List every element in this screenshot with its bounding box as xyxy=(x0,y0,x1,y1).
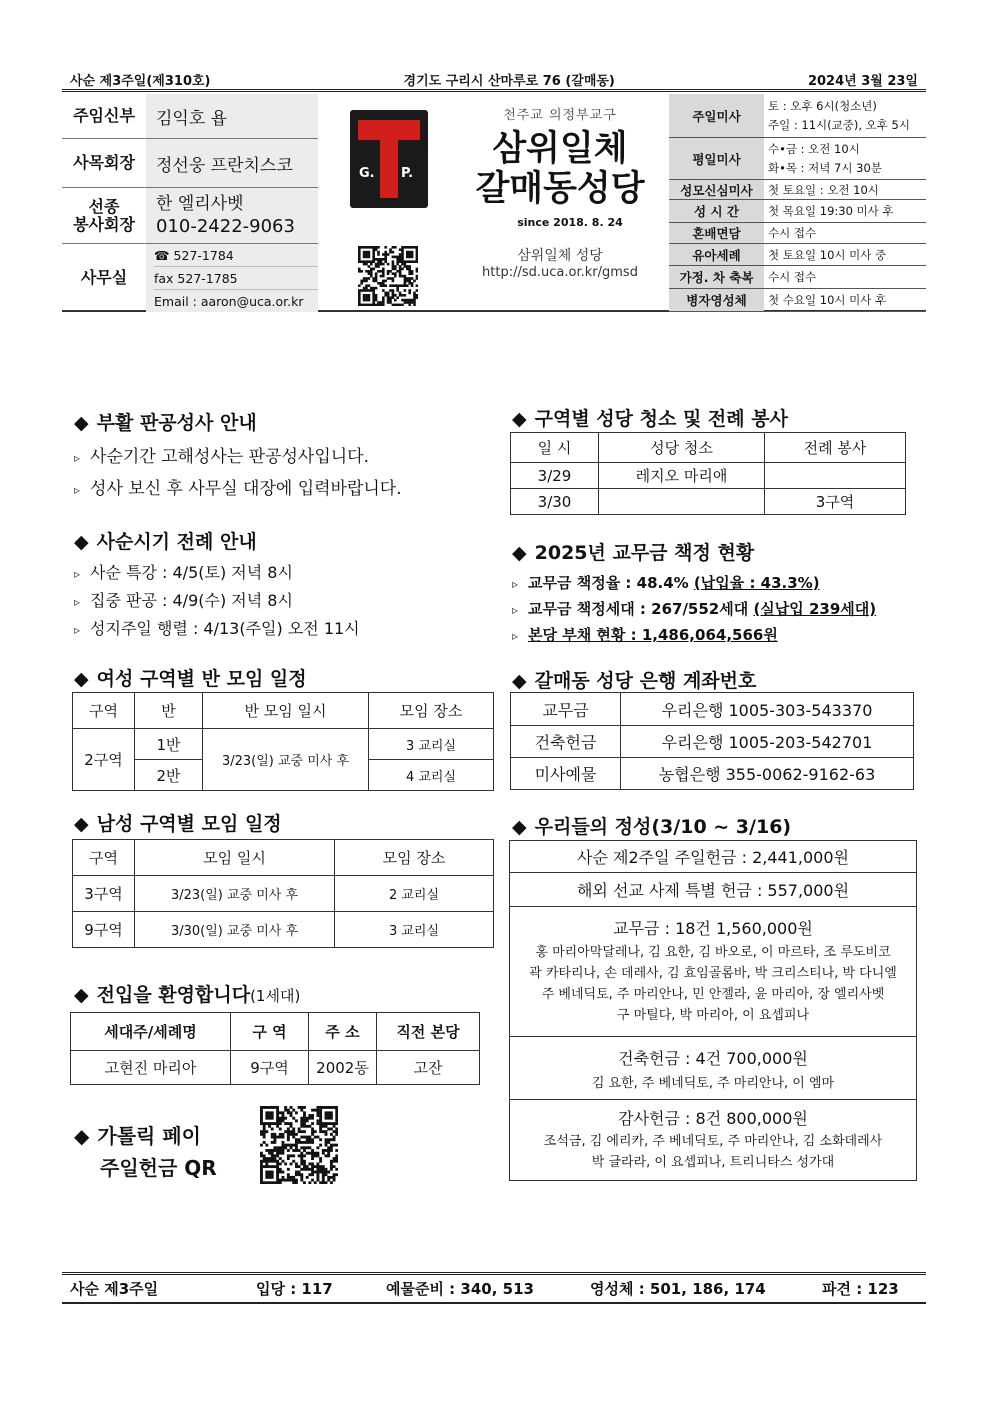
schedule-label: 유아세례 xyxy=(669,244,764,265)
lent-title: ◆ 사순시기 전례 안내 xyxy=(74,531,257,553)
diamond-icon: ◆ xyxy=(74,412,89,434)
top-info-bar xyxy=(62,70,926,92)
cleaning-title: ◆ 구역별 성당 청소 및 전례 봉사 xyxy=(512,408,788,430)
offerings-box xyxy=(509,840,917,1181)
schedule-value: 첫 토요일 : 오전 10시 xyxy=(768,182,879,197)
office-phone: ☎ 527-1784 xyxy=(154,244,318,267)
dues-rate: ▹ 교무금 책정율 : 48.4% (납입율 : 43.3%) xyxy=(512,574,820,592)
table-row: 9구역 3/30(일) 교중 미사 후 3 교리실 xyxy=(73,912,494,948)
office-row xyxy=(62,244,318,312)
website-qr-code[interactable] xyxy=(358,246,418,306)
triangle-bullet-icon: ▹ xyxy=(74,451,81,465)
cleaning-table: 일 시 성당 청소 전례 봉사 3/29 레지오 마리애 3/30 3구역 xyxy=(510,432,906,515)
dues-title: ◆ 2025년 교무금 책정 현황 xyxy=(512,542,755,564)
schedule-row xyxy=(669,223,926,244)
triangle-bullet-icon: ▹ xyxy=(74,595,81,609)
chair-value: 정선웅 프란치스코 xyxy=(146,139,318,187)
lent-item: ▹ 집중 판공 : 4/9(수) 저녁 8시 xyxy=(74,591,293,610)
church-name-2: 갈매동성당 xyxy=(475,169,645,210)
men-meeting-table: 구역 모임 일시 모임 장소 3구역 3/23(일) 교중 미사 후 2 교리실 9구역 3/30(일) 교중 미사 후 3 교리실 xyxy=(72,839,494,948)
site-url[interactable]: http://sd.uca.or.kr/gmsd xyxy=(482,264,638,280)
dismissal-count: 파견 : 123 xyxy=(822,1280,899,1298)
triangle-bullet-icon: ▹ xyxy=(74,483,81,497)
office-fax: fax 527-1785 xyxy=(154,267,318,290)
lent-item: ▹ 사순 특강 : 4/5(토) 저녁 8시 xyxy=(74,563,293,582)
church-name-1: 삼위일체 xyxy=(492,129,628,169)
diamond-icon: ◆ xyxy=(512,408,527,430)
issue-date: 2024년 3월 23일 xyxy=(807,74,918,89)
church-logo: G. P. xyxy=(350,110,428,208)
sunday-collection: 사순 제2주일 주일헌금 : 2,441,000원 xyxy=(510,841,916,873)
schedule-label: 성모신심미사 xyxy=(669,180,764,199)
diamond-icon: ◆ xyxy=(74,813,89,835)
confession-item: ▹ 성사 보신 후 사무실 대장에 입력바랍니다. xyxy=(74,479,402,499)
founded-date: since 2018. 8. 24 xyxy=(517,215,623,229)
pastor-row xyxy=(62,94,318,139)
parish-debt: ▹ 본당 부채 현황 : 1,486,064,566원 xyxy=(512,626,778,644)
offertory-count: 예물준비 : 340, 513 xyxy=(386,1280,534,1298)
schedule-label: 혼배면담 xyxy=(669,223,764,243)
schedule-value: 수•금 : 오전 10시 화•목 : 저녁 7시 30분 xyxy=(768,141,882,175)
mass-statistics-footer xyxy=(62,1272,926,1304)
table-row: 3/30 3구역 xyxy=(511,489,906,515)
bank-account-table xyxy=(510,692,914,790)
schedule-label: 병자영성체 xyxy=(669,289,764,311)
table-row: 3구역 3/23(일) 교중 미사 후 2 교리실 xyxy=(73,876,494,912)
schedule-row xyxy=(669,94,926,138)
schedule-value: 첫 토요일 10시 미사 중 xyxy=(768,247,887,262)
schedule-label: 성 시 간 xyxy=(669,200,764,222)
mass-schedule xyxy=(669,94,926,312)
schedule-value: 수시 접수 xyxy=(768,270,817,284)
diamond-icon: ◆ xyxy=(74,668,89,690)
schedule-row xyxy=(669,289,926,312)
schedule-label: 평일미사 xyxy=(669,138,764,179)
office-contact xyxy=(146,244,318,312)
women-meeting-title: ◆ 여성 구역별 반 모임 일정 xyxy=(74,668,307,690)
chair-row xyxy=(62,139,318,188)
welcome-table: 세대주/세례명 구 역 주 소 직전 본당 고현진 마리아 9구역 2002동 고잔 xyxy=(70,1012,480,1085)
diamond-icon: ◆ xyxy=(74,1124,90,1148)
lent-item: ▹ 성지주일 행렬 : 4/13(주일) 오전 11시 xyxy=(74,619,360,638)
women-meeting-table: 구역 반 반 모임 일시 모임 장소 2구역 1반 3/23(일) 교중 미사 후 3 교리실 2반 4 교리실 xyxy=(72,692,494,791)
diocese: 천주교 의정부교구 xyxy=(503,108,617,123)
diamond-icon: ◆ xyxy=(74,984,89,1006)
schedule-row xyxy=(669,244,926,266)
table-row: 교무금 우리은행 1005-303-543370 xyxy=(511,693,914,726)
men-meeting-title: ◆ 남성 구역별 모임 일정 xyxy=(74,813,282,835)
schedule-value: 첫 수요일 10시 미사 후 xyxy=(768,293,887,307)
footer-week: 사순 제3주일 xyxy=(70,1280,159,1298)
table-row: 3/29 레지오 마리애 xyxy=(511,463,906,489)
attendance-count: 입당 : 117 xyxy=(256,1280,333,1298)
schedule-value: 첫 목요일 19:30 미사 후 xyxy=(768,204,894,218)
confession-item: ▹ 사순기간 고해성사는 판공성사입니다. xyxy=(74,447,369,467)
diamond-icon: ◆ xyxy=(512,542,527,564)
schedule-label: 주일미사 xyxy=(669,94,764,137)
dues-households: ▹ 교무금 책정세대 : 267/552세대 (실납입 239세대) xyxy=(512,600,877,618)
bank-title: ◆ 갈매동 성당 은행 계좌번호 xyxy=(512,670,757,692)
schedule-value: 수시 접수 xyxy=(768,226,817,240)
diamond-icon: ◆ xyxy=(512,670,527,692)
thanks-offering: 감사헌금 : 8건 800,000원 조석금, 김 에리카, 주 베네딕토, 주 마리안나, 김 소화데레사 박 글라라, 이 요셉피나, 트리니타스 성가대 xyxy=(543,1109,883,1170)
catholic-pay-subtitle: 주일헌금 QR xyxy=(100,1156,217,1180)
mission-label: 선종 봉사회장 xyxy=(73,196,135,234)
triangle-bullet-icon: ▹ xyxy=(512,629,519,643)
triangle-bullet-icon: ▹ xyxy=(74,623,81,637)
schedule-value: 토 : 오후 6시(청소년) 주일 : 11시(교중), 오후 5시 xyxy=(768,98,910,132)
pastor-value: 김익호 욥 xyxy=(146,94,318,138)
confession-title: ◆ 부활 판공성사 안내 xyxy=(74,412,257,434)
schedule-row xyxy=(669,138,926,180)
mission-collection: 해외 선교 사제 특별 헌금 : 557,000원 xyxy=(510,873,916,907)
triangle-bullet-icon: ▹ xyxy=(512,603,519,617)
office-label: 사무실 xyxy=(80,268,128,288)
triangle-bullet-icon: ▹ xyxy=(74,567,81,581)
mission-value: 한 엘리사벳 010-2422-9063 xyxy=(146,188,318,243)
schedule-label: 가정. 차 축복 xyxy=(669,266,764,288)
table-row: 고현진 마리아 9구역 2002동 고잔 xyxy=(71,1051,480,1085)
dues-offering: 교무금 : 18건 1,560,000원 홍 마리아막달레나, 김 요한, 김 바오로, 이 마르타, 조 루도비코 곽 카타리나, 손 데레사, 김 효임골롬바, 박 크리스티나, 박 다니엘 주 베네딕토, 주 마리안나, 민 안젤라, 윤 마리아, 장 엘리사벳 구 마틸다, 박 마리아, 이 요셉피나 xyxy=(510,907,916,1037)
schedule-row xyxy=(669,200,926,223)
church-title-block xyxy=(450,94,670,312)
offerings-title: ◆ 우리들의 정성(3/10 ~ 3/16) xyxy=(512,816,792,838)
diamond-icon: ◆ xyxy=(512,816,527,838)
church-address: 경기도 구리시 산마루로 76 (갈매동) xyxy=(403,74,615,89)
table-row: 미사예물 농협은행 355-0062-9162-63 xyxy=(511,758,914,790)
welcome-title: ◆ 전입을 환영합니다(1세대) xyxy=(74,984,301,1006)
staff-panel xyxy=(62,94,318,312)
catholic-pay-title: ◆ 가톨릭 페이 xyxy=(74,1124,201,1148)
catholic-pay-qr-code[interactable] xyxy=(260,1106,338,1184)
pastor-label: 주임신부 xyxy=(73,106,135,126)
chair-label: 사목회장 xyxy=(73,153,135,173)
office-email: Email : aaron@uca.or.kr xyxy=(154,293,304,309)
diamond-icon: ◆ xyxy=(74,531,89,553)
schedule-row xyxy=(669,266,926,289)
table-row: 건축헌금 우리은행 1005-203-542701 xyxy=(511,726,914,758)
issue-week: 사순 제3주일(제310호) xyxy=(70,74,211,89)
site-name: 삼위일체 성당 xyxy=(517,247,603,264)
building-offering: 건축헌금 : 4건 700,000원 김 요한, 주 베네딕토, 주 마리안나, 이 엠마 xyxy=(510,1037,916,1100)
triangle-bullet-icon: ▹ xyxy=(512,577,519,591)
communion-count: 영성체 : 501, 186, 174 xyxy=(590,1280,766,1298)
zone-cell: 2구역 xyxy=(73,729,135,791)
bulletin-header xyxy=(62,94,926,312)
schedule-row xyxy=(669,180,926,200)
mission-row xyxy=(62,188,318,244)
